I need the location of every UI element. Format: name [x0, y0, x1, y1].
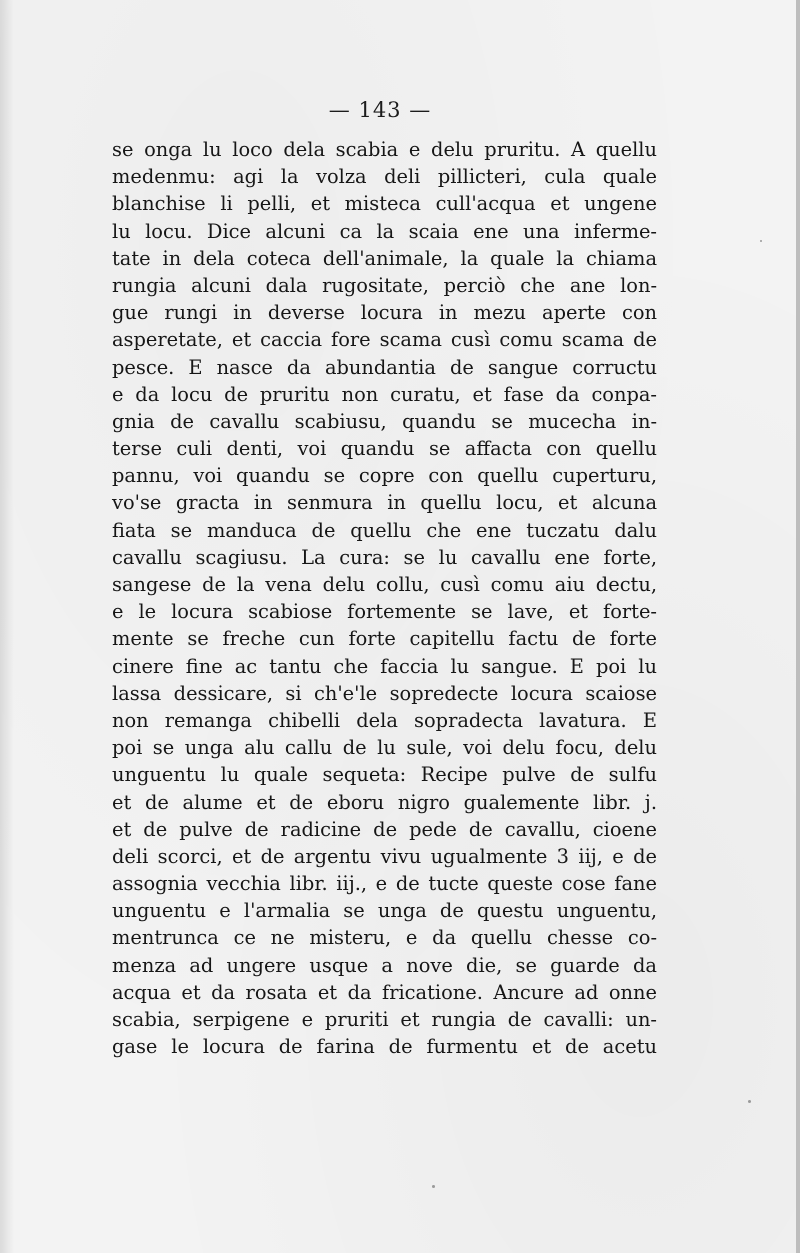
text-line: menza ad ungere usque a nove die, se guarde da: [112, 953, 657, 977]
paper-speck: [760, 240, 762, 242]
text-line: unguentu lu quale sequeta: Recipe pulve de sulfu: [112, 763, 657, 787]
text-line: acqua et da rosata et da fricatione. Ancure ad onne: [112, 980, 657, 1004]
paper-speck: [432, 1185, 435, 1188]
text-line: mente se freche cun forte capitellu factu de forte: [112, 627, 657, 651]
text-line: gase le locura de farina de furmentu et de acetu: [112, 1035, 657, 1059]
paper-speck: [748, 1100, 751, 1103]
text-line: lu locu. Dice alcuni ca la scaia ene una inferme-: [112, 219, 657, 243]
text-line: scabia, serpigene e pruriti et rungia de cavalli: un-: [112, 1008, 657, 1031]
text-line: rungia alcuni dala rugositate, perciò che ane lon-: [112, 273, 657, 297]
text-line: e da locu de pruritu non curatu, et fase da conpa-: [112, 382, 657, 406]
text-line: tate in dela coteca dell'animale, la quale la chiama: [112, 246, 657, 270]
text-line: e le locura scabiose fortemente se lave, et forte-: [112, 600, 657, 624]
text-line: sangese de la vena delu collu, cusì comu aiu dectu,: [112, 573, 657, 596]
body-text: [112, 136, 657, 1060]
text-line: unguentu e l'armalia se unga de questu unguentu,: [112, 899, 657, 923]
text-line: gnia de cavallu scabiusu, quandu se mucecha in-: [112, 409, 657, 433]
text-line: non remanga chibelli dela sopradecta lavatura. E: [112, 708, 657, 732]
text-line: asperetate, et caccia fore scama cusì comu scama de: [112, 328, 657, 352]
text-line: et de alume et de eboru nigro gualemente libr. j.: [112, 790, 657, 814]
text-line: et de pulve de radicine de pede de cavallu, cioene: [112, 817, 657, 841]
page-gutter-shadow: [0, 0, 14, 1253]
text-line: pannu, voi quandu se copre con quellu cuperturu,: [112, 464, 657, 488]
text-line: assognia vecchia libr. iij., e de tucte queste cose fane: [112, 872, 657, 896]
text-line: cinere fine ac tantu che faccia lu sangue. E poi lu: [112, 654, 657, 678]
text-line: se onga lu loco dela scabia e delu pruritu. A quellu: [112, 138, 657, 161]
text-line: lassa dessicare, si ch'e'le sopredecte locura scaiose: [112, 681, 657, 705]
text-line: mentrunca ce ne misteru, e da quellu chesse co-: [112, 926, 657, 950]
text-line: gue rungi in deverse locura in mezu aperte con: [112, 301, 657, 325]
page-edge: [796, 0, 800, 1253]
text-line: vo'se gracta in senmura in quellu locu, et alcuna: [112, 491, 657, 515]
text-line: fiata se manduca de quellu che ene tuczatu dalu: [112, 518, 657, 542]
text-line: deli scorci, et de argentu vivu ugualmente 3 iij, e de: [112, 844, 657, 868]
text-line: terse culi denti, voi quandu se affacta con quellu: [112, 437, 657, 461]
text-line: cavallu scagiusu. La cura: se lu cavallu ene forte,: [112, 545, 657, 569]
text-line: poi se unga alu callu de lu sule, voi delu focu, delu: [112, 736, 657, 760]
text-line: pesce. E nasce da abundantia de sangue corructu: [112, 355, 657, 379]
page-number: — 143 —: [328, 98, 432, 122]
text-line: medenmu: agi la volza deli pillicteri, cula quale: [112, 165, 657, 189]
text-line: blanchise li pelli, et misteca cull'acqua et ungene: [112, 192, 657, 216]
